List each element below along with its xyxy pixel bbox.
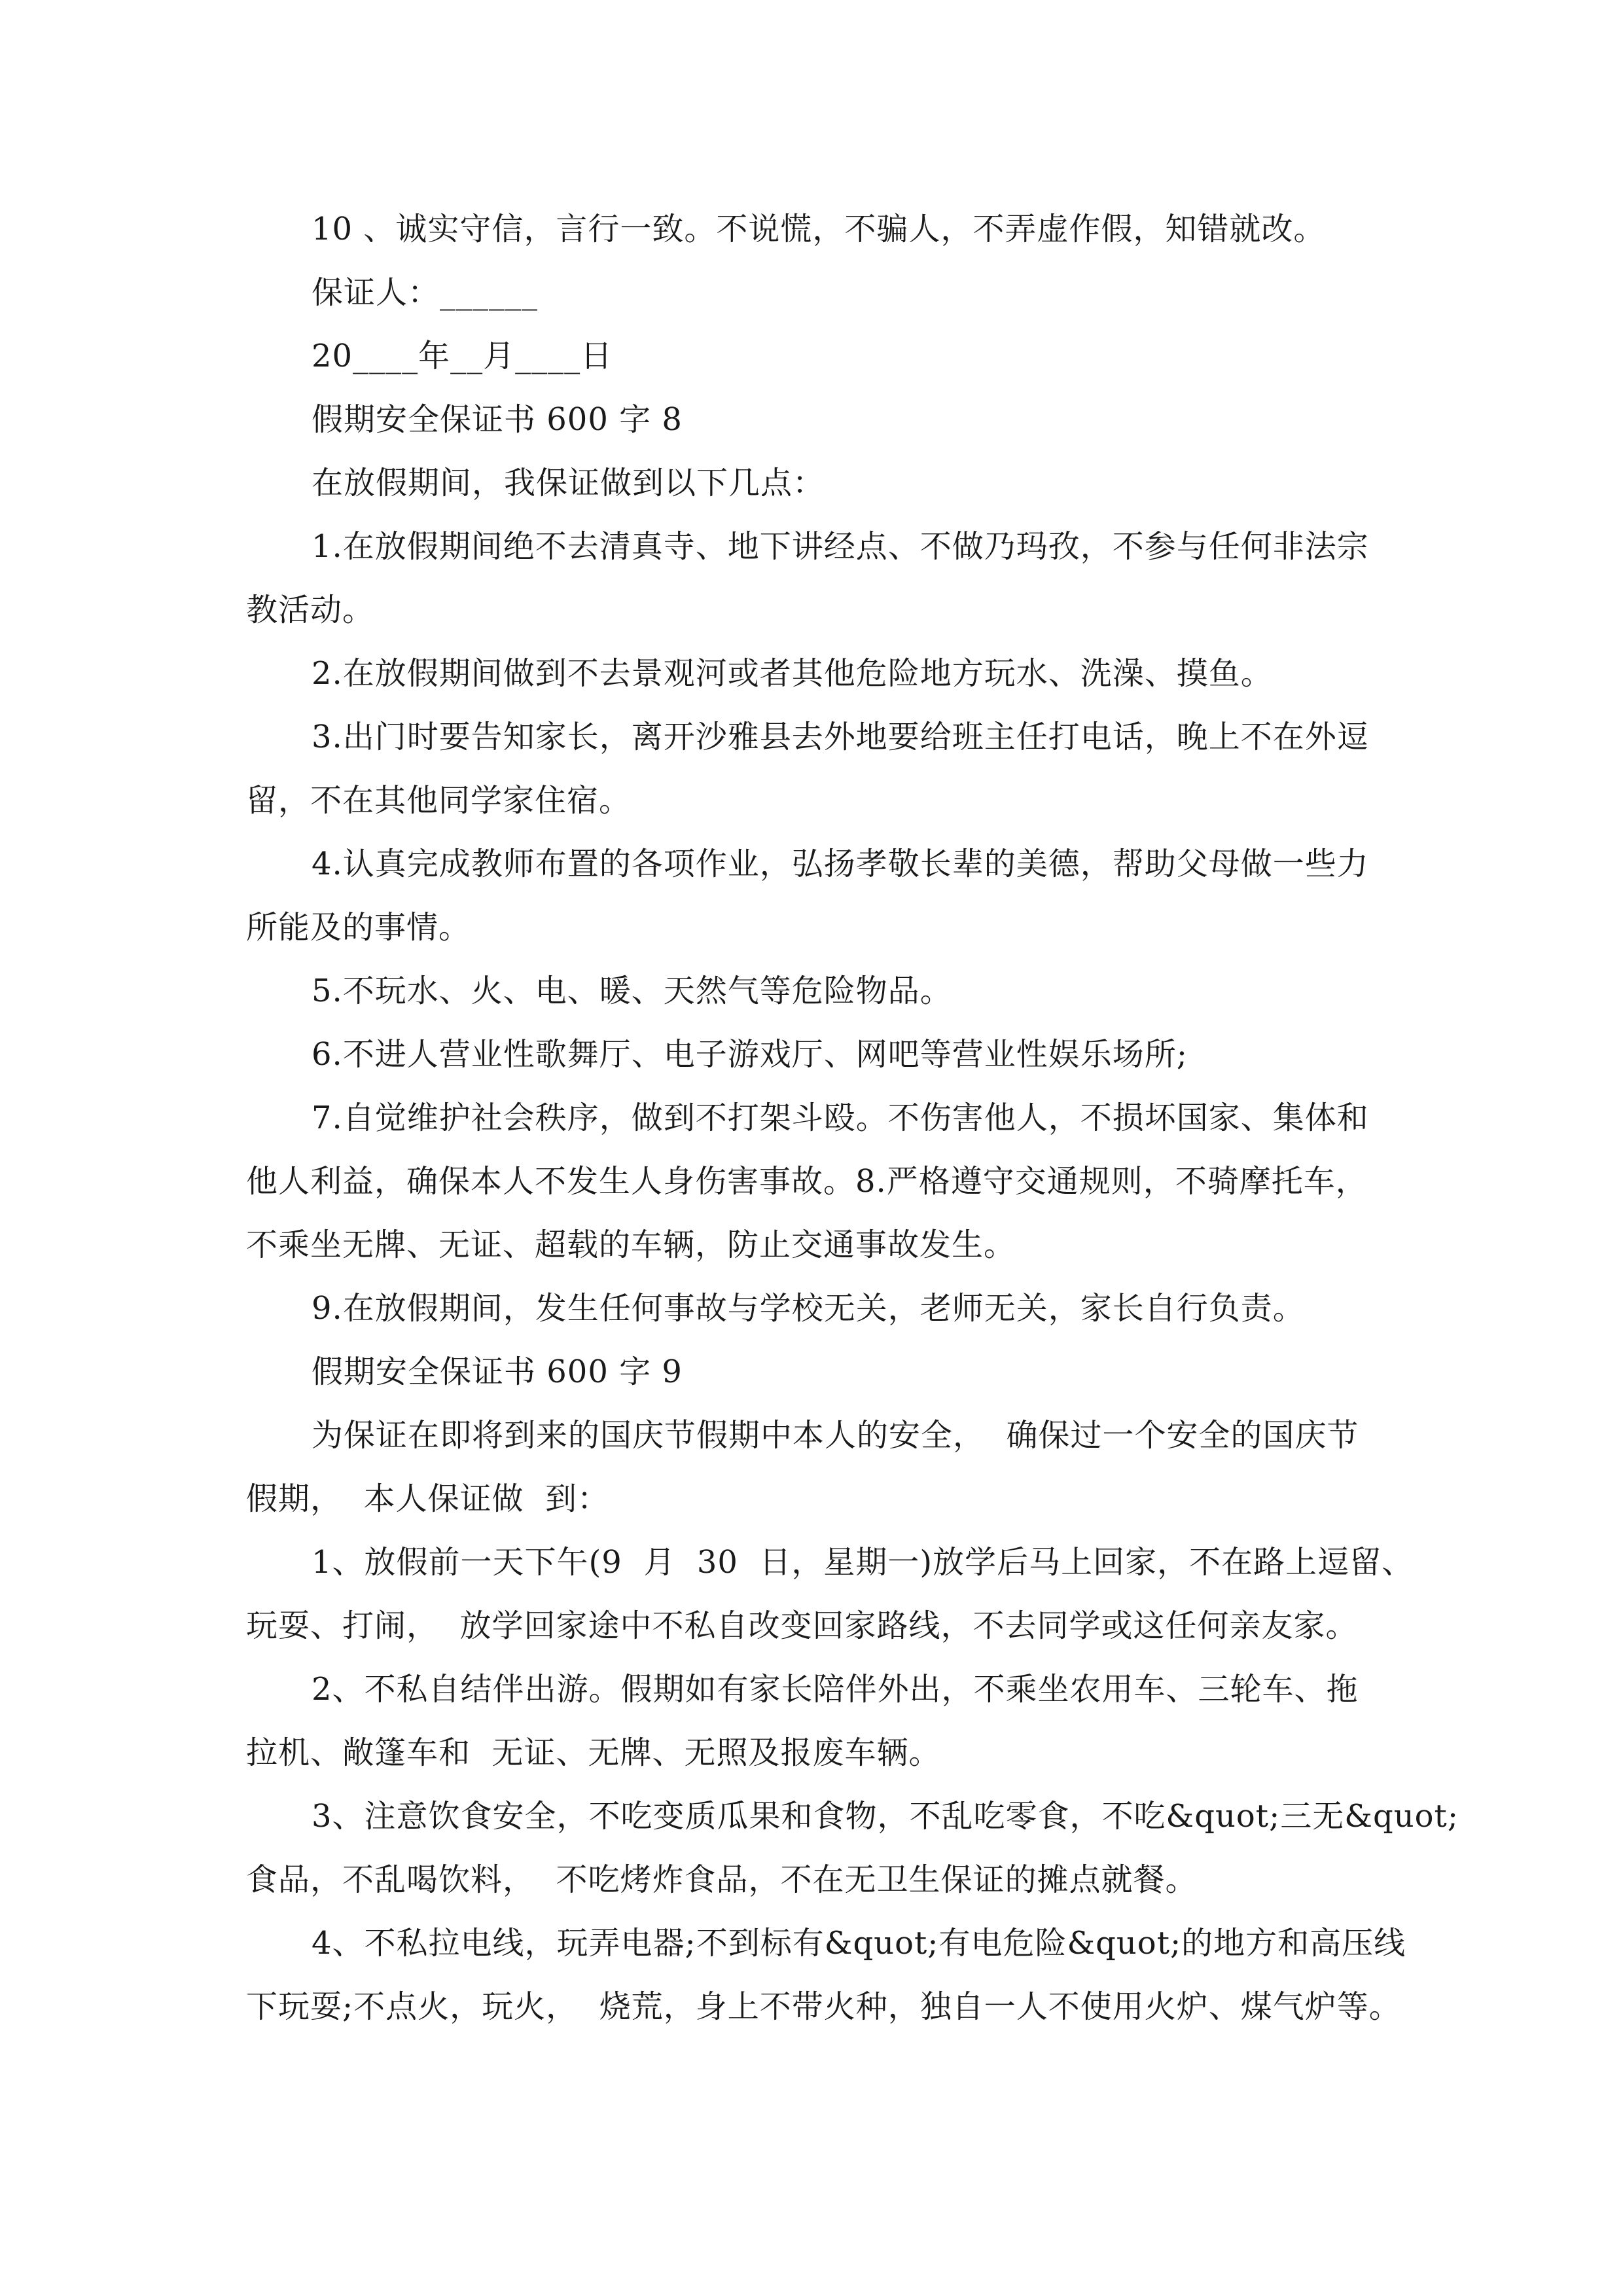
text-line: 4、不私拉电线，玩弄电器;不到标有&quot;有电危险&quot;的地方和高压线 — [312, 1925, 1406, 1962]
text-line: 9.在放假期间，发生任何事故与学校无关，老师无关，家长自行负责。 — [312, 1290, 1305, 1327]
text-line: 拉机、敞篷车和 无证、无牌、无照及报废车辆。 — [246, 1734, 941, 1771]
text-line: 下玩耍;不点火，玩火， 烧荒，身上不带火种，独自一人不使用火炉、煤气炉等。 — [246, 1988, 1401, 2025]
text-line: 保证人：______ — [312, 274, 539, 311]
text-line: 4.认真完成教师布置的各项作业，弘扬孝敬长辈的美德，帮助父母做一些力 — [312, 846, 1369, 882]
text-line: 2.在放假期间做到不去景观河或者其他危险地方玩水、洗澡、摸鱼。 — [312, 655, 1273, 692]
text-line: 他人利益，确保本人不发生人身伤害事故。8.严格遵守交通规则，不骑摩托车， — [246, 1163, 1368, 1200]
text-line: 玩耍、打闹， 放学回家途中不私自改变回家路线，不去同学或这任何亲友家。 — [246, 1607, 1358, 1644]
text-line: 20____年__月____日 — [312, 338, 613, 374]
text-line: 不乘坐无牌、无证、超载的车辆，防止交通事故发生。 — [246, 1227, 1016, 1263]
text-line: 10 、诚实守信，言行一致。不说慌，不骗人，不弄虚作假，知错就改。 — [312, 211, 1326, 247]
document-body — [246, 198, 1459, 2039]
text-line: 3.出门时要告知家长，离开沙雅县去外地要给班主任打电话，晚上不在外逗 — [312, 719, 1369, 755]
text-line: 1、放假前一天下午(9 月 30 日，星期一)放学后马上回家，不在路上逗留、 — [312, 1544, 1414, 1581]
text-line: 所能及的事情。 — [246, 909, 471, 946]
text-line: 5.不玩水、火、电、暖、天然气等危险物品。 — [312, 973, 952, 1009]
text-line: 2、不私自结伴出游。假期如有家长陪伴外出，不乘坐农用车、三轮车、拖 — [312, 1671, 1359, 1708]
section-heading: 假期安全保证书 600 字 8 — [312, 401, 683, 438]
text-line: 在放假期间，我保证做到以下几点： — [312, 465, 825, 501]
text-line: 6.不进人营业性歌舞厅、电子游戏厅、网吧等营业性娱乐场所; — [312, 1036, 1188, 1073]
text-line: 3、注意饮食安全，不吃变质瓜果和食物，不乱吃零食，不吃&quot;三无&quot; — [312, 1798, 1459, 1835]
text-line: 假期， 本人保证做 到： — [246, 1480, 610, 1517]
text-line: 食品，不乱喝饮料， 不吃烤炸食品，不在无卫生保证的摊点就餐。 — [246, 1861, 1198, 1898]
text-line: 7.自觉维护社会秩序，做到不打架斗殴。不伤害他人，不损坏国家、集体和 — [312, 1100, 1369, 1136]
text-line: 留，不在其他同学家住宿。 — [246, 782, 632, 819]
text-line: 教活动。 — [246, 592, 375, 628]
text-line: 1.在放假期间绝不去清真寺、地下讲经点、不做乃玛孜，不参与任何非法宗 — [312, 528, 1369, 565]
text-line: 为保证在即将到来的国庆节假期中本人的安全， 确保过一个安全的国庆节 — [312, 1417, 1359, 1454]
section-heading: 假期安全保证书 600 字 9 — [312, 1354, 683, 1390]
